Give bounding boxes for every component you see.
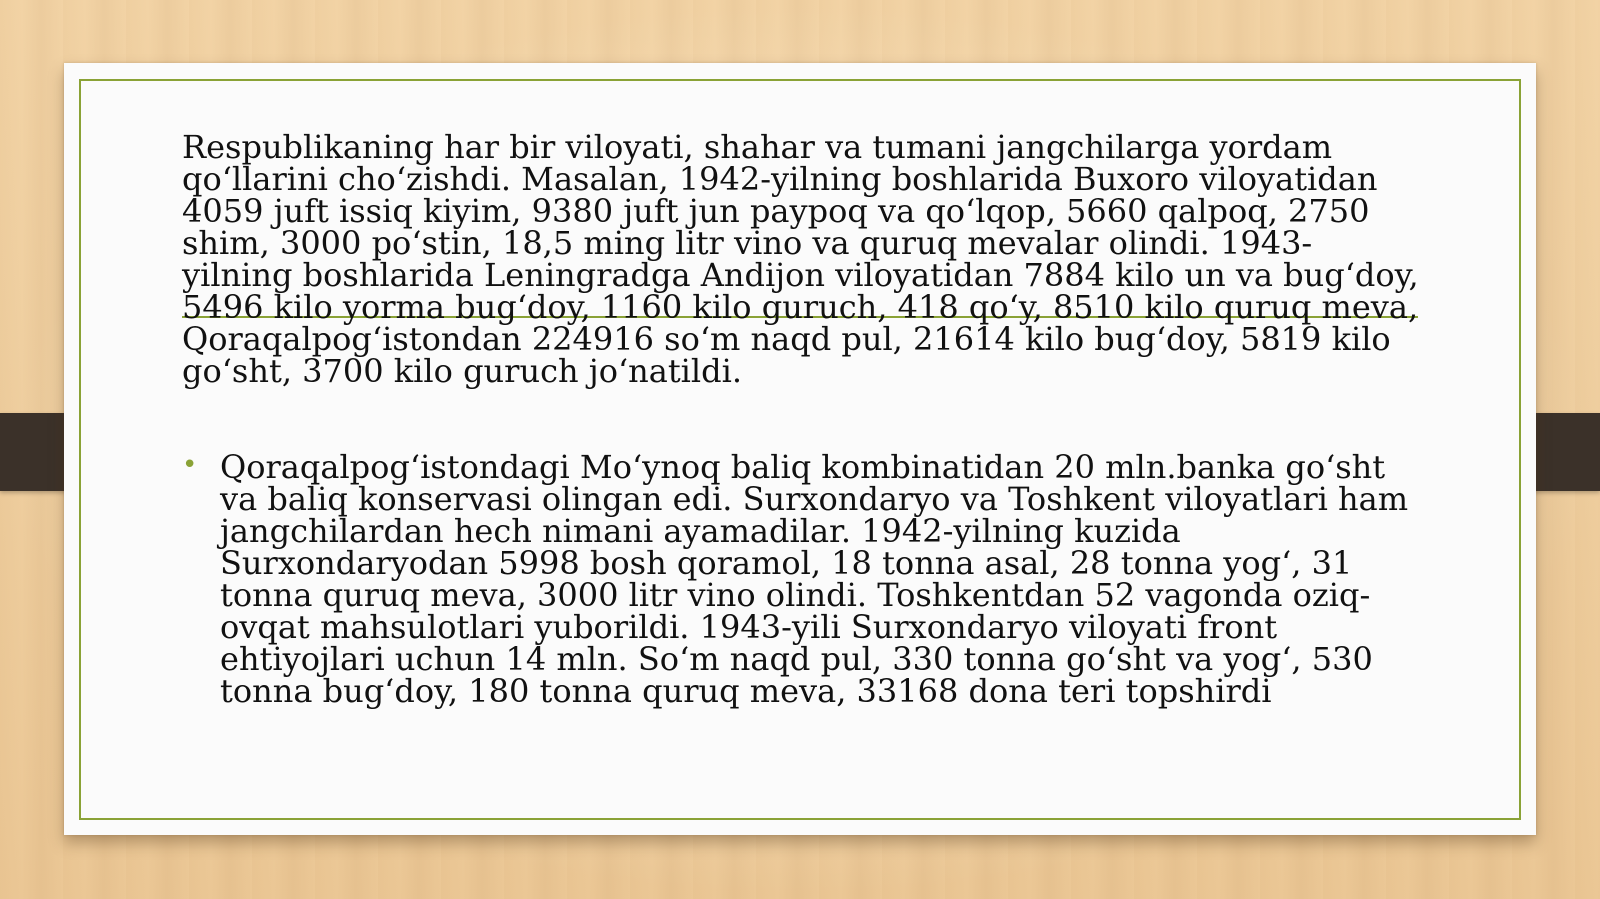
bullet-text: Qoraqalpog‘istondagi Mo‘ynoq baliq kombinatidan 20 mln.banka go‘sht va baliq konservasi olingan edi. Surxondaryo va Toshkent viloyatlari ham jangchilardan hech nimani ayamadilar. 1942-yilning kuzida Surxondaryodan 5998 bosh qoramol, 18 tonna asal, 28 tonna yog‘, 31 tonna quruq meva, 3000 litr vino olindi. Toshkentdan 52 vagonda oziq-ovqat mahsulotlari yuborildi. 1943-yili Surxondaryo viloyati front ehtiyojlari uchun 14 mln. So‘m naqd pul, 330 tonna go‘sht va yog‘, 530 tonna bug‘doy, 180 tonna quruq meva, 33168 dona teri topshirdi [220,448,1409,710]
body-paragraph: Respublikaning har bir viloyati, shahar va tumani jangchilarga yordam qo‘llarini cho‘zishdi. Masalan, 1942-yilning boshlarida Buxoro viloyatidan 4059 juft issiq kiyim, 9380 juft jun paypoq va qo‘lqop, 5660 qalpoq, 2750 shim, 3000 po‘stin, 18,5 ming litr vino va quruq mevalar olindi. 1943-yilning boshlarida Leningradga Andijon viloyatidan 7884 kilo un va bug‘doy, 5496 kilo yorma bug‘doy, 1160 kilo guruch, 418 qo‘y, 8510 kilo quruq meva, Qoraqalpog‘istondan 224916 so‘m naqd pul, 21614 kilo bug‘doy, 5819 kilo go‘sht, 3700 kilo guruch jo‘natildi. [182,128,1419,390]
slide-content [182,128,1422,710]
bullet-item [182,448,1422,710]
bullet-icon: • [182,450,198,480]
slide [64,63,1536,835]
